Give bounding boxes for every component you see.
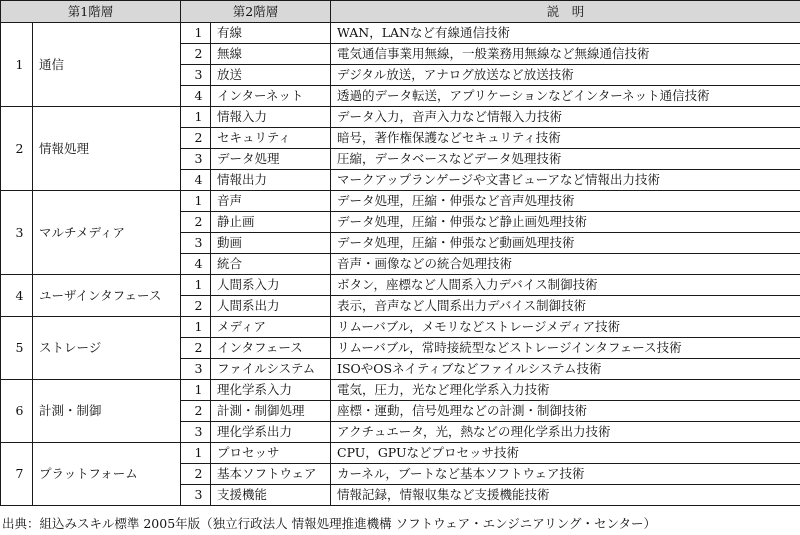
level2-number: 4 — [181, 86, 211, 107]
level2-number: 3 — [181, 485, 211, 506]
table-body — [1, 23, 800, 506]
level2-number: 3 — [181, 149, 211, 170]
description-cell: デジタル放送，アナログ放送など放送技術 — [331, 65, 800, 86]
level2-name: 統合 — [211, 254, 331, 275]
level2-name: 放送 — [211, 65, 331, 86]
header-level2: 第2階層 — [181, 1, 331, 23]
level2-name: プロセッサ — [211, 443, 331, 464]
level2-name: 有線 — [211, 23, 331, 44]
description-cell: データ処理，圧縮・伸張など静止画処理技術 — [331, 212, 800, 233]
table-row — [1, 191, 800, 212]
level2-name: 情報入力 — [211, 107, 331, 128]
description-cell: 電気通信事業用無線，一般業務用無線など無線通信技術 — [331, 44, 800, 65]
level2-number: 1 — [181, 107, 211, 128]
level2-number: 2 — [181, 338, 211, 359]
level2-number: 3 — [181, 233, 211, 254]
description-cell: マークアップランゲージや文書ビューアなど情報出力技術 — [331, 170, 800, 191]
level2-name: 音声 — [211, 191, 331, 212]
level2-number: 3 — [181, 422, 211, 443]
level1-number: 7 — [1, 443, 33, 506]
description-cell: データ処理，圧縮・伸張など音声処理技術 — [331, 191, 800, 212]
level2-number: 1 — [181, 23, 211, 44]
level1-name: ユーザインタフェース — [33, 275, 181, 317]
table-row — [1, 380, 800, 401]
level2-number: 1 — [181, 275, 211, 296]
level2-name: ファイルシステム — [211, 359, 331, 380]
level2-name: 情報出力 — [211, 170, 331, 191]
level2-name: セキュリティ — [211, 128, 331, 149]
level1-number: 4 — [1, 275, 33, 317]
level1-name: 通信 — [33, 23, 181, 107]
level2-name: 人間系出力 — [211, 296, 331, 317]
level2-number: 2 — [181, 44, 211, 65]
description-cell: 暗号，著作権保護などセキュリティ技術 — [331, 128, 800, 149]
level1-name: 計測・制御 — [33, 380, 181, 443]
header-description: 説 明 — [331, 1, 800, 23]
header-level1: 第1階層 — [1, 1, 181, 23]
table-header-row — [1, 1, 800, 23]
level2-number: 2 — [181, 212, 211, 233]
description-cell: CPU，GPUなどプロセッサ技術 — [331, 443, 800, 464]
level1-name: ストレージ — [33, 317, 181, 380]
level2-name: 無線 — [211, 44, 331, 65]
level2-name: 支援機能 — [211, 485, 331, 506]
level1-number: 5 — [1, 317, 33, 380]
description-cell: リムーバブル，常時接続型などストレージインタフェース技術 — [331, 338, 800, 359]
description-cell: データ処理，圧縮・伸張など動画処理技術 — [331, 233, 800, 254]
description-cell: データ入力，音声入力など情報入力技術 — [331, 107, 800, 128]
table-row — [1, 275, 800, 296]
level2-name: 静止画 — [211, 212, 331, 233]
level2-number: 1 — [181, 443, 211, 464]
level2-name: 理化学系入力 — [211, 380, 331, 401]
level2-name: インターネット — [211, 86, 331, 107]
description-cell: 情報記録，情報収集など支援機能技術 — [331, 485, 800, 506]
level1-number: 1 — [1, 23, 33, 107]
source-note: 出典：組込みスキル標準 2005年版（独立行政法人 情報処理推進機構 ソフトウェア・エンジニアリング・センター） — [2, 516, 657, 531]
level2-number: 1 — [181, 317, 211, 338]
description-cell: リムーバブル，メモリなどストレージメディア技術 — [331, 317, 800, 338]
table-row — [1, 317, 800, 338]
description-cell: ボタン，座標など人間系入力デバイス制御技術 — [331, 275, 800, 296]
description-cell: 表示，音声など人間系出力デバイス制御技術 — [331, 296, 800, 317]
description-cell: 電気，圧力，光など理化学系入力技術 — [331, 380, 800, 401]
level2-number: 1 — [181, 191, 211, 212]
level2-name: 理化学系出力 — [211, 422, 331, 443]
description-cell: 音声・画像などの統合処理技術 — [331, 254, 800, 275]
level2-number: 2 — [181, 401, 211, 422]
table-row — [1, 23, 800, 44]
description-cell: カーネル，ブートなど基本ソフトウェア技術 — [331, 464, 800, 485]
level2-name: インタフェース — [211, 338, 331, 359]
description-cell: ISOやOSネイティブなどファイルシステム技術 — [331, 359, 800, 380]
description-cell: 圧縮，データベースなどデータ処理技術 — [331, 149, 800, 170]
level2-number: 4 — [181, 254, 211, 275]
level2-name: データ処理 — [211, 149, 331, 170]
description-cell: 透過的データ転送，アプリケーションなどインターネット通信技術 — [331, 86, 800, 107]
level1-name: マルチメディア — [33, 191, 181, 275]
level2-number: 3 — [181, 359, 211, 380]
level2-number: 2 — [181, 128, 211, 149]
level2-name: 計測・制御処理 — [211, 401, 331, 422]
table-row — [1, 107, 800, 128]
description-cell: 座標・運動，信号処理などの計測・制御技術 — [331, 401, 800, 422]
level1-number: 3 — [1, 191, 33, 275]
level2-name: メディア — [211, 317, 331, 338]
level2-number: 3 — [181, 65, 211, 86]
description-cell: WAN，LANなど有線通信技術 — [331, 23, 800, 44]
level2-number: 2 — [181, 464, 211, 485]
level2-name: 動画 — [211, 233, 331, 254]
level2-number: 1 — [181, 380, 211, 401]
level2-number: 2 — [181, 296, 211, 317]
level1-number: 2 — [1, 107, 33, 191]
level1-name: 情報処理 — [33, 107, 181, 191]
level1-number: 6 — [1, 380, 33, 443]
level2-name: 基本ソフトウェア — [211, 464, 331, 485]
level2-number: 4 — [181, 170, 211, 191]
table-row — [1, 443, 800, 464]
level2-name: 人間系入力 — [211, 275, 331, 296]
level1-name: プラットフォーム — [33, 443, 181, 506]
description-cell: アクチュエータ，光，熱などの理化学系出力技術 — [331, 422, 800, 443]
